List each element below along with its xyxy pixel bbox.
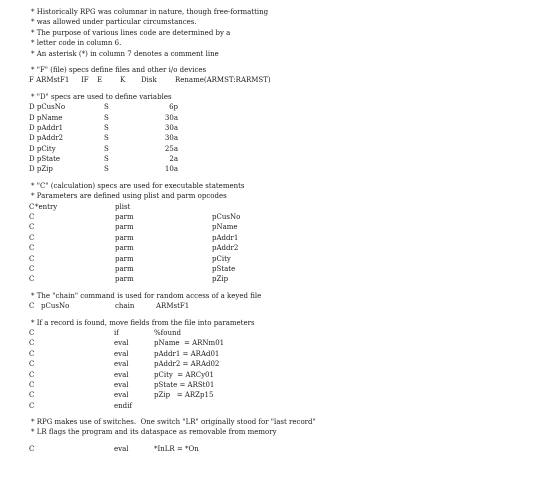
expression: %found — [154, 328, 181, 337]
opcode: eval — [114, 380, 129, 389]
spec-letter: C — [29, 401, 35, 410]
comment-text: * If a record is found, move fields from the file into parameters — [31, 318, 255, 327]
expression: pName = ARNm01 — [154, 339, 225, 348]
opcode: parm — [115, 244, 134, 253]
result-field: pAddr2 — [212, 244, 239, 253]
opcode: chain — [115, 302, 135, 311]
comment-text: * LR flags the program and its dataspace as removable from memory — [31, 428, 277, 437]
spec-letter: C — [29, 244, 35, 253]
spec-letter: C — [29, 202, 35, 211]
file-name: F ARMstF1 — [29, 76, 70, 85]
variable-name: D pCity — [29, 144, 56, 153]
variable-length: 2a — [169, 155, 178, 164]
definition-type: S — [104, 113, 109, 122]
opcode: parm — [115, 264, 134, 273]
opcode: eval — [114, 370, 129, 379]
expression: pZip = ARZp15 — [154, 391, 214, 400]
spec-letter: C — [29, 223, 35, 232]
opcode: parm — [115, 275, 134, 284]
comment-text: * "D" specs are used to define variables — [31, 92, 172, 101]
spec-letter: C — [29, 339, 35, 348]
definition-type: S — [104, 144, 109, 153]
spec-letter: C — [29, 349, 35, 358]
expression: pState = ARSt01 — [154, 380, 215, 389]
opcode: eval — [114, 391, 129, 400]
comment-text: * RPG makes use of switches. One switch "LR" originally stood for "last record" — [31, 418, 316, 427]
spec-letter: C — [29, 213, 35, 222]
spec-letter: C — [29, 380, 35, 389]
comment-text: * Historically RPG was columnar in nature, though free-formatting — [31, 8, 269, 16]
definition-type: S — [104, 123, 109, 132]
variable-length: 30a — [164, 123, 178, 132]
comment-text: * The purpose of various lines code are determined by a — [31, 28, 231, 37]
opcode: eval — [114, 360, 129, 369]
keyword: Rename(ARMST:RARMST) — [175, 76, 271, 85]
spec-letter: C — [29, 328, 35, 337]
file-type: IF — [81, 76, 89, 85]
variable-length: 6p — [169, 103, 178, 112]
definition-type: S — [104, 103, 109, 112]
definition-type: S — [104, 134, 109, 143]
keyed-flag: K — [120, 76, 126, 85]
opcode: eval — [114, 349, 129, 358]
comment-text: * The "chain" command is used for random access of a keyed file — [31, 291, 262, 300]
variable-length: 10a — [164, 165, 178, 174]
definition-type: S — [104, 155, 109, 164]
opcode: parm — [115, 223, 134, 232]
definition-type: S — [104, 165, 109, 174]
expression: pAddr1 = ARAd01 — [154, 349, 220, 358]
result-field: pCity — [212, 254, 231, 263]
variable-length: 25a — [164, 144, 178, 153]
variable-name: D pName — [29, 113, 63, 122]
spec-letter: C — [29, 254, 35, 263]
opcode: endif — [114, 401, 132, 410]
variable-name: D pAddr2 — [29, 134, 64, 143]
expression: pCity = ARCy01 — [154, 370, 214, 379]
comment-text: * letter code in column 6. — [31, 39, 122, 48]
variable-name: D pState — [29, 155, 61, 164]
result-field: pCusNo — [212, 213, 241, 222]
opcode: eval — [114, 339, 129, 348]
factor1: *entry — [35, 202, 58, 211]
opcode: if — [114, 328, 119, 337]
opcode: plist — [115, 202, 131, 211]
device: Disk — [141, 76, 157, 85]
file-format: E — [97, 76, 103, 85]
factor1: pCusNo — [41, 302, 70, 311]
opcode: parm — [115, 254, 134, 263]
comment-text: * "C" (calculation) specs are used for executable statements — [31, 181, 245, 190]
spec-letter: C — [29, 391, 35, 400]
spec-letter: C — [29, 360, 35, 369]
expression: *InLR = *On — [154, 444, 199, 453]
result-field: pZip — [212, 275, 229, 284]
spec-letter: C — [29, 444, 35, 453]
comment-text: * was allowed under particular circumstances. — [31, 18, 197, 27]
comment-text: * An asterisk (*) in column 7 denotes a comment line — [31, 49, 219, 58]
opcode: eval — [114, 444, 129, 453]
opcode: parm — [115, 233, 134, 242]
comment-text: * "F" (file) specs define files and other i/o devices — [31, 65, 207, 74]
spec-letter: C — [29, 275, 35, 284]
comment-text: * Parameters are defined using plist and parm opcodes — [31, 192, 227, 201]
spec-letter: C — [29, 302, 35, 311]
factor2: ARMstF1 — [156, 302, 190, 311]
variable-name: D pCusNo — [29, 103, 66, 112]
variable-name: D pAddr1 — [29, 123, 64, 132]
variable-name: D pZip — [29, 165, 53, 174]
spec-letter: C — [29, 264, 35, 273]
variable-length: 30a — [164, 113, 178, 122]
result-field: pAddr1 — [212, 233, 239, 242]
expression: pAddr2 = ARAd02 — [154, 360, 220, 369]
opcode: parm — [115, 213, 134, 222]
result-field: pName — [212, 223, 238, 232]
result-field: pState — [212, 264, 236, 273]
spec-letter: C — [29, 233, 35, 242]
variable-length: 30a — [164, 134, 178, 143]
spec-letter: C — [29, 370, 35, 379]
